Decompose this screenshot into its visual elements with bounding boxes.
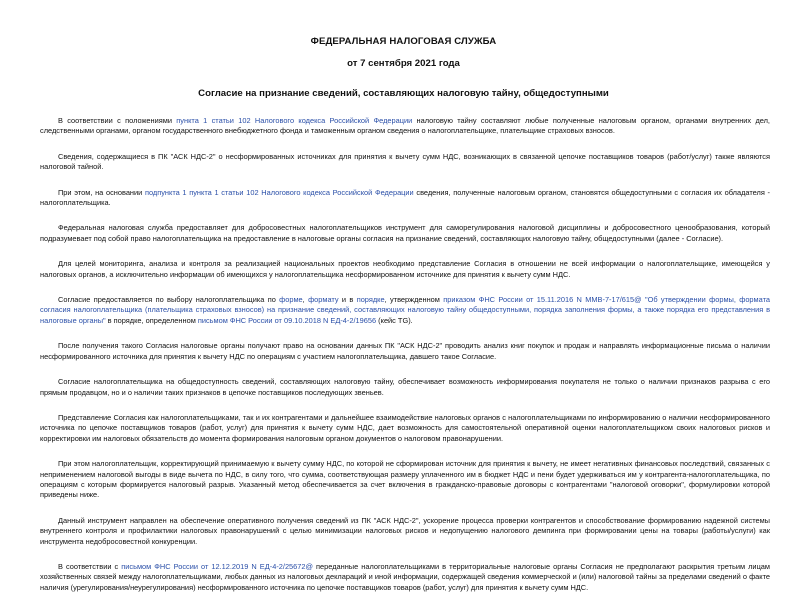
paragraph-text: , утвержденном: [384, 295, 444, 305]
paragraph: [40, 223, 770, 244]
paragraph-text: ,: [302, 295, 309, 305]
paragraph: [40, 341, 770, 362]
document-link[interactable]: письмом ФНС России от 12.12.2019 N ЕД-4-2/25672@: [121, 561, 313, 571]
paragraph-text: В соответствии с: [58, 561, 122, 571]
paragraph-text: Федеральная налоговая служба предоставляет для добросовестных налогоплательщиков инструмент для саморегулирования налоговой дисциплины и добросовестного ценообразования, который подразумевает под собой право налогоплательщика на предоставление в налоговые органы согласия на признание сведений, составляющих налоговую тайну, общедоступными (далее - Согласие).: [40, 223, 770, 243]
paragraph: [40, 116, 770, 137]
paragraph-text: Согласие налогоплательщика на общедоступность сведений, составляющих налоговую тайну, обеспечивает возможность информирования покупателя не только о наличии признаков разрыва с его прямым продавцом, но и о наличии таких признаков в цепочке поставщиков последующих звеньев.: [40, 377, 770, 397]
paragraph-text: Для целей мониторинга, анализа и контроля за реализацией национальных проектов необходимо представление Согласия в отношении не всей информации о налогоплательщике, имеющейся у налоговых органов, а исключительно информации об имеющихся у налогоплательщика несформированном источнике для принятия к вычету сумм НДС.: [40, 259, 770, 279]
paragraph-text: переданные налогоплательщиками в территориальные налоговые органы Согласия не предполагают раскрытия третьим лицам хозяйственных связей между налогоплательщиками, любых данных из налоговых деклараций и иной информации, содержащей сведения коммерческой и (или) налоговой тайны за пределами сведений о факте наличия (урегулирования/неурегулирования) несформированного источника по цепочке поставщиков товаров (работ, услуг) для принятия к вычету сумм НДС.: [40, 561, 770, 592]
document-link[interactable]: формату: [308, 295, 339, 305]
paragraph-text: налоговую тайну составляют любые полученные налоговым органом, органами внутренних дел, следственными органами, органом государственного внебюджетного фонда и таможенным органом сведения о налогоплательщике, плательщике страховых взносов.: [40, 116, 770, 136]
document-link[interactable]: форме: [279, 295, 303, 305]
paragraph-text: Сведения, содержащиеся в ПК "АСК НДС-2" о несформированных источниках для принятия к вычету сумм НДС, возникающих в связанной цепочке поставщиков товаров (работ/услуг) также являются налоговой тайной.: [40, 151, 770, 172]
paragraph: [40, 459, 770, 501]
paragraph-text: После получения такого Согласия налоговые органы получают право на основании данных ПК "АСК НДС-2" проводить анализ книг покупок и продаж и направлять информационные письма о наличии несформированного источника для принятия к вычету НДС по операциям с участием налогоплательщика, давшего такое Согласие.: [40, 341, 770, 361]
paragraph-text: в порядке, определенном: [105, 315, 198, 325]
paragraph: [40, 188, 770, 209]
paragraph: [40, 413, 770, 444]
paragraph: [40, 295, 770, 326]
document-body: [40, 116, 770, 608]
document-title: Согласие на признание сведений, составляющих налоговую тайну, общедоступными: [198, 88, 609, 99]
paragraph-text: (кейс TG).: [376, 315, 413, 325]
paragraph-text: Представление Согласия как налогоплательщиками, так и их контрагентами и дальнейшее взаимодействие налоговых органов с налогоплательщиками по информированию о наличии несформированного источника по цепочке поставщиков товаров (работ, услуг) для принятия к вычету сумм НДС, дает возможность для самостоятельной оперативной оценки налогоплательщиком своих налоговых рисков и корректировки им налоговых обязательств до момента формирования налоговым органом документов о налоговом правонарушении.: [40, 412, 770, 443]
paragraph-text: и в: [338, 295, 357, 305]
paragraph-text: сведения, полученные налоговым органом, становятся общедоступными с согласия их обладателя - налогоплательщика.: [40, 187, 771, 208]
document-link[interactable]: приказом ФНС России от 15.11.2016 N ММВ-7-17/615@ "Об утверждении формы, формата согласия налогоплательщика (плательщика страховых взносов) на признание сведений, составляющих налоговую тайну общедоступными, порядка заполнения формы, а также порядка его представления в налоговые органы": [40, 295, 770, 325]
paragraph: [40, 516, 770, 547]
document-link[interactable]: пункта 1 статьи 102 Налогового кодекса Российской Федерации: [176, 116, 413, 125]
document-link[interactable]: порядке: [356, 295, 385, 305]
document-link[interactable]: письмом ФНС России от 09.10.2018 N ЕД-4-2/19656: [197, 315, 377, 325]
document-date: от 7 сентября 2021 года: [347, 58, 460, 69]
paragraph-text: При этом, на основании: [58, 187, 145, 197]
paragraph: [40, 152, 770, 173]
paragraph-text: Согласие предоставляется по выбору налогоплательщика по: [58, 295, 280, 305]
paragraph: [40, 377, 770, 398]
paragraph-text: В соответствии с положениями: [58, 116, 177, 125]
paragraph-text: Данный инструмент направлен на обеспечение оперативного получения сведений из ПК "АСК НДС-2", ускорение процесса проверки контрагентов и способствование формированию надежной системы внутреннего контроля и профилактики налоговых правонарушений с целью минимизации налоговых рисков и недопущению налогового демпинга при формировании цены на товары (работы/услуги) как инструмента недобросовестной конкуренции.: [40, 515, 770, 546]
paragraph-text: При этом налогоплательщик, корректирующий принимаемую к вычету сумму НДС, по которой не сформирован источник для принятия к вычету, не имеет негативных финансовых последствий, связанных с неприменением налоговой выгоды в виде вычета по НДС, в силу того, что сумма, соответствующая размеру уплаченного им в бюджет НДС и пени будет удерживаться им у контрагента-налогоплательщика, по операциям с которым формируется налоговый разрыв. Указанный метод обеспечивается за счет включения в гражданско-правовые договоры с контрагентами "налоговой оговорки", формулировки которой приведены ниже.: [40, 459, 770, 500]
agency-heading: ФЕДЕРАЛЬНАЯ НАЛОГОВАЯ СЛУЖБА: [310, 36, 497, 47]
document-link[interactable]: подпункта 1 пункта 1 статьи 102 Налогового кодекса Российской Федерации: [144, 187, 414, 197]
paragraph: [40, 259, 770, 280]
paragraph: [40, 562, 770, 593]
